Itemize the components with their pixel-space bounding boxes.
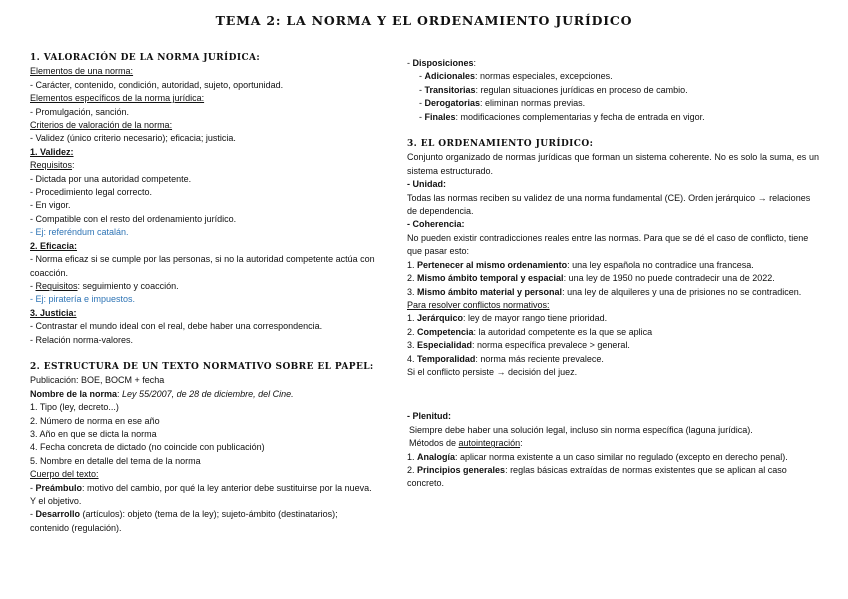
validez-example: - Ej: referéndum catalán. — [30, 227, 129, 238]
item-prefix: 2. — [407, 273, 418, 284]
coherencia-item — [407, 286, 819, 299]
plenitud-text: Siempre debe haber una solución legal, incluso sin norma específica (laguna jurídica). — [409, 424, 753, 435]
nombre-item: 1. Tipo (ley, decreto...) — [30, 402, 119, 413]
item-text: : eliminan normas previas. — [480, 98, 586, 109]
desarrollo-body: (artículos): objeto (tema de la ley); sujeto-ámbito (destinatarios); contenido (regulación). — [30, 509, 338, 533]
item-label: Pertenecer al mismo ordenamiento — [417, 259, 568, 270]
validez-item: - Procedimiento legal correcto. — [30, 187, 153, 198]
validez-item: - Dictada por una autoridad competente. — [30, 173, 192, 184]
cuerpo-heading: Cuerpo del texto: — [30, 469, 99, 480]
elementos-text: - Carácter, contenido, condición, autoridad, sujeto, oportunidad. — [30, 79, 284, 90]
unidad-text: Todas las normas reciben su validez de una norma fundamental (CE). Orden jerárquico → relaciones de dependencia. — [407, 192, 811, 217]
unidad-heading: - Unidad: — [407, 179, 446, 190]
disposicion-item — [407, 97, 819, 110]
item-text: : una ley de 1950 no puede contradecir una de 2022. — [563, 273, 775, 284]
nombre-norma-sep: : — [117, 388, 123, 399]
item-prefix: 2. — [407, 464, 418, 475]
item-text: : regulan situaciones jurídicas en proceso de cambio. — [475, 84, 688, 95]
preambulo-body: : motivo del cambio, por qué la ley anterior debe sustituirse por la nueva. Y el objetivo. — [30, 482, 372, 506]
coherencia-item — [407, 259, 819, 272]
item-text: : aplicar norma existente a un caso similar no regulado (excepto en derecho penal). — [455, 451, 788, 462]
item-label: Jerárquico — [417, 313, 464, 324]
section-1-title: 1. VALORACIÓN DE LA NORMA JURÍDICA: — [30, 53, 261, 63]
desarrollo-text — [30, 508, 375, 535]
eficacia-requisitos — [30, 280, 375, 293]
item-label: Competencia — [417, 326, 474, 337]
validez-requisitos-heading — [30, 159, 375, 172]
metodos-prefix: Métodos de — [409, 438, 459, 449]
item-text: : una ley española no contradice una francesa. — [567, 259, 754, 270]
eficacia-heading: 2. Eficacia: — [30, 240, 78, 251]
item-text: : reglas básicas extraídas de normas existentes que se aplican al caso concreto. — [407, 464, 787, 489]
nombre-item: 3. Año en que se dicta la norma — [30, 428, 157, 439]
item-text: : ley de mayor rango tiene prioridad. — [463, 313, 608, 324]
section-3-title: 3. EL ORDENAMIENTO JURÍDICO: — [407, 139, 594, 150]
conflicto-item — [407, 326, 819, 339]
justicia-item: - Contrastar el mundo ideal con el real, debe haber una correspondencia. — [30, 321, 323, 332]
item-prefix: 1. — [407, 259, 418, 270]
item-label: Temporalidad — [417, 353, 476, 364]
conflictos-heading: Para resolver conflictos normativos: — [407, 299, 550, 310]
item-label: Derogatorias — [424, 98, 481, 109]
metodos-label: autointegración — [458, 438, 521, 449]
metodo-item — [407, 451, 819, 464]
justicia-heading: 3. Justicia: — [30, 307, 77, 318]
justicia-item: - Relación norma-valores. — [30, 334, 134, 345]
requisitos-label: Requisitos — [30, 160, 73, 171]
item-text: : norma más reciente prevalece. — [475, 353, 604, 364]
item-label: Analogía — [417, 451, 456, 462]
nombre-norma-label: Nombre de la norma — [30, 388, 118, 399]
conflicto-item — [407, 353, 819, 366]
eficacia-req-prefix: - — [30, 280, 36, 291]
metodos-colon: : — [520, 438, 523, 449]
nombre-norma-example: Ley 55/2007, de 28 de diciembre, del Cine. — [122, 388, 294, 399]
coherencia-item — [407, 272, 819, 285]
preambulo-text — [30, 482, 375, 509]
item-label: Mismo ámbito material y personal — [417, 286, 563, 297]
coherencia-text: No pueden existir contradicciones reales entre las normas. Para que se dé el caso de conflicto, tiene que pasar esto: — [407, 232, 809, 257]
coherencia-heading: - Coherencia: — [407, 219, 465, 230]
item-prefix: 3. — [407, 340, 418, 351]
preambulo-label: Preámbulo — [35, 482, 83, 493]
validez-heading: 1. Validez: — [30, 146, 74, 157]
item-label: Mismo ámbito temporal y espacial — [417, 273, 564, 284]
disposicion-item — [407, 111, 819, 124]
left-column — [30, 52, 375, 535]
criterios-text: - Validez (único criterio necesario); eficacia; justicia. — [30, 133, 236, 144]
disposiciones-heading — [407, 57, 819, 70]
disposicion-item — [407, 84, 819, 97]
especificos-text: - Promulgación, sanción. — [30, 106, 130, 117]
item-text: : normas especiales, excepciones. — [475, 71, 613, 82]
metodos-heading — [407, 437, 819, 450]
item-prefix: - — [419, 84, 425, 95]
nombre-item: 5. Nombre en detalle del tema de la norma — [30, 455, 201, 466]
disposicion-item — [407, 70, 819, 83]
nombre-norma-line — [30, 388, 375, 401]
section-2-title: 2. ESTRUCTURA DE UN TEXTO NORMATIVO SOBRE EL PAPEL: — [30, 361, 374, 372]
eficacia-example: - Ej: piratería e impuestos. — [30, 294, 136, 305]
publicacion-text: Publicación: BOE, BOCM + fecha — [30, 375, 165, 386]
item-prefix: 3. — [407, 286, 418, 297]
item-label: Finales — [424, 111, 456, 122]
desarrollo-prefix: - — [30, 509, 36, 520]
item-label: Principios generales — [417, 464, 506, 475]
disposiciones-prefix: - — [407, 58, 413, 68]
item-text: : norma específica prevalece > general. — [472, 340, 630, 351]
elementos-heading: Elementos de una norma: — [30, 66, 134, 77]
nombre-item: 2. Número de norma en ese año — [30, 415, 160, 426]
disposiciones-label: Disposiciones — [412, 58, 474, 68]
eficacia-text: - Norma eficaz si se cumple por las personas, si no la autoridad competente actúa con coacción. — [30, 254, 375, 278]
document-title: TEMA 2: LA NORMA Y EL ORDENAMIENTO JURÍDICO — [215, 13, 633, 28]
especificos-heading: Elementos específicos de la norma jurídica: — [30, 93, 205, 104]
item-label: Adicionales — [424, 71, 476, 82]
criterios-heading: Criterios de valoración de la norma: — [30, 120, 173, 131]
item-prefix: - — [419, 111, 425, 122]
nombre-item: 4. Fecha concreta de dictado (no coincide con publicación) — [30, 442, 265, 453]
validez-item: - En vigor. — [30, 200, 71, 211]
requisitos-colon: : — [72, 160, 75, 171]
eficacia-req-label: Requisitos — [35, 280, 78, 291]
conflicto-persiste: Si el conflicto persiste → decisión del juez. — [407, 366, 578, 377]
item-text: : la autoridad competente es la que se aplica — [473, 326, 653, 337]
right-column — [407, 57, 819, 491]
plenitud-heading: - Plenitud: — [407, 411, 451, 422]
item-prefix: 1. — [407, 451, 418, 462]
metodo-item — [407, 464, 819, 491]
conflicto-item — [407, 312, 819, 325]
conflicto-item — [407, 339, 819, 352]
item-text: : una ley de alquileres y una de prisiones no se contradicen. — [562, 286, 802, 297]
item-label: Transitorias — [424, 84, 476, 95]
desarrollo-label: Desarrollo — [35, 509, 81, 520]
item-prefix: 1. — [407, 313, 418, 324]
item-prefix: 4. — [407, 353, 418, 364]
item-prefix: 2. — [407, 326, 418, 337]
item-label: Especialidad — [417, 340, 473, 351]
item-text: : modificaciones complementarias y fecha de entrada en vigor. — [455, 111, 705, 122]
validez-item: - Compatible con el resto del ordenamiento jurídico. — [30, 213, 237, 224]
preambulo-prefix: - — [30, 482, 36, 493]
eficacia-req-text: : seguimiento y coacción. — [77, 280, 179, 291]
item-prefix: - — [419, 98, 425, 109]
s3-intro: Conjunto organizado de normas jurídicas que forman un sistema coherente. No es solo la suma, es un sistema estructurado. — [407, 152, 819, 176]
disposiciones-colon: : — [473, 58, 477, 68]
item-prefix: - — [419, 71, 425, 82]
